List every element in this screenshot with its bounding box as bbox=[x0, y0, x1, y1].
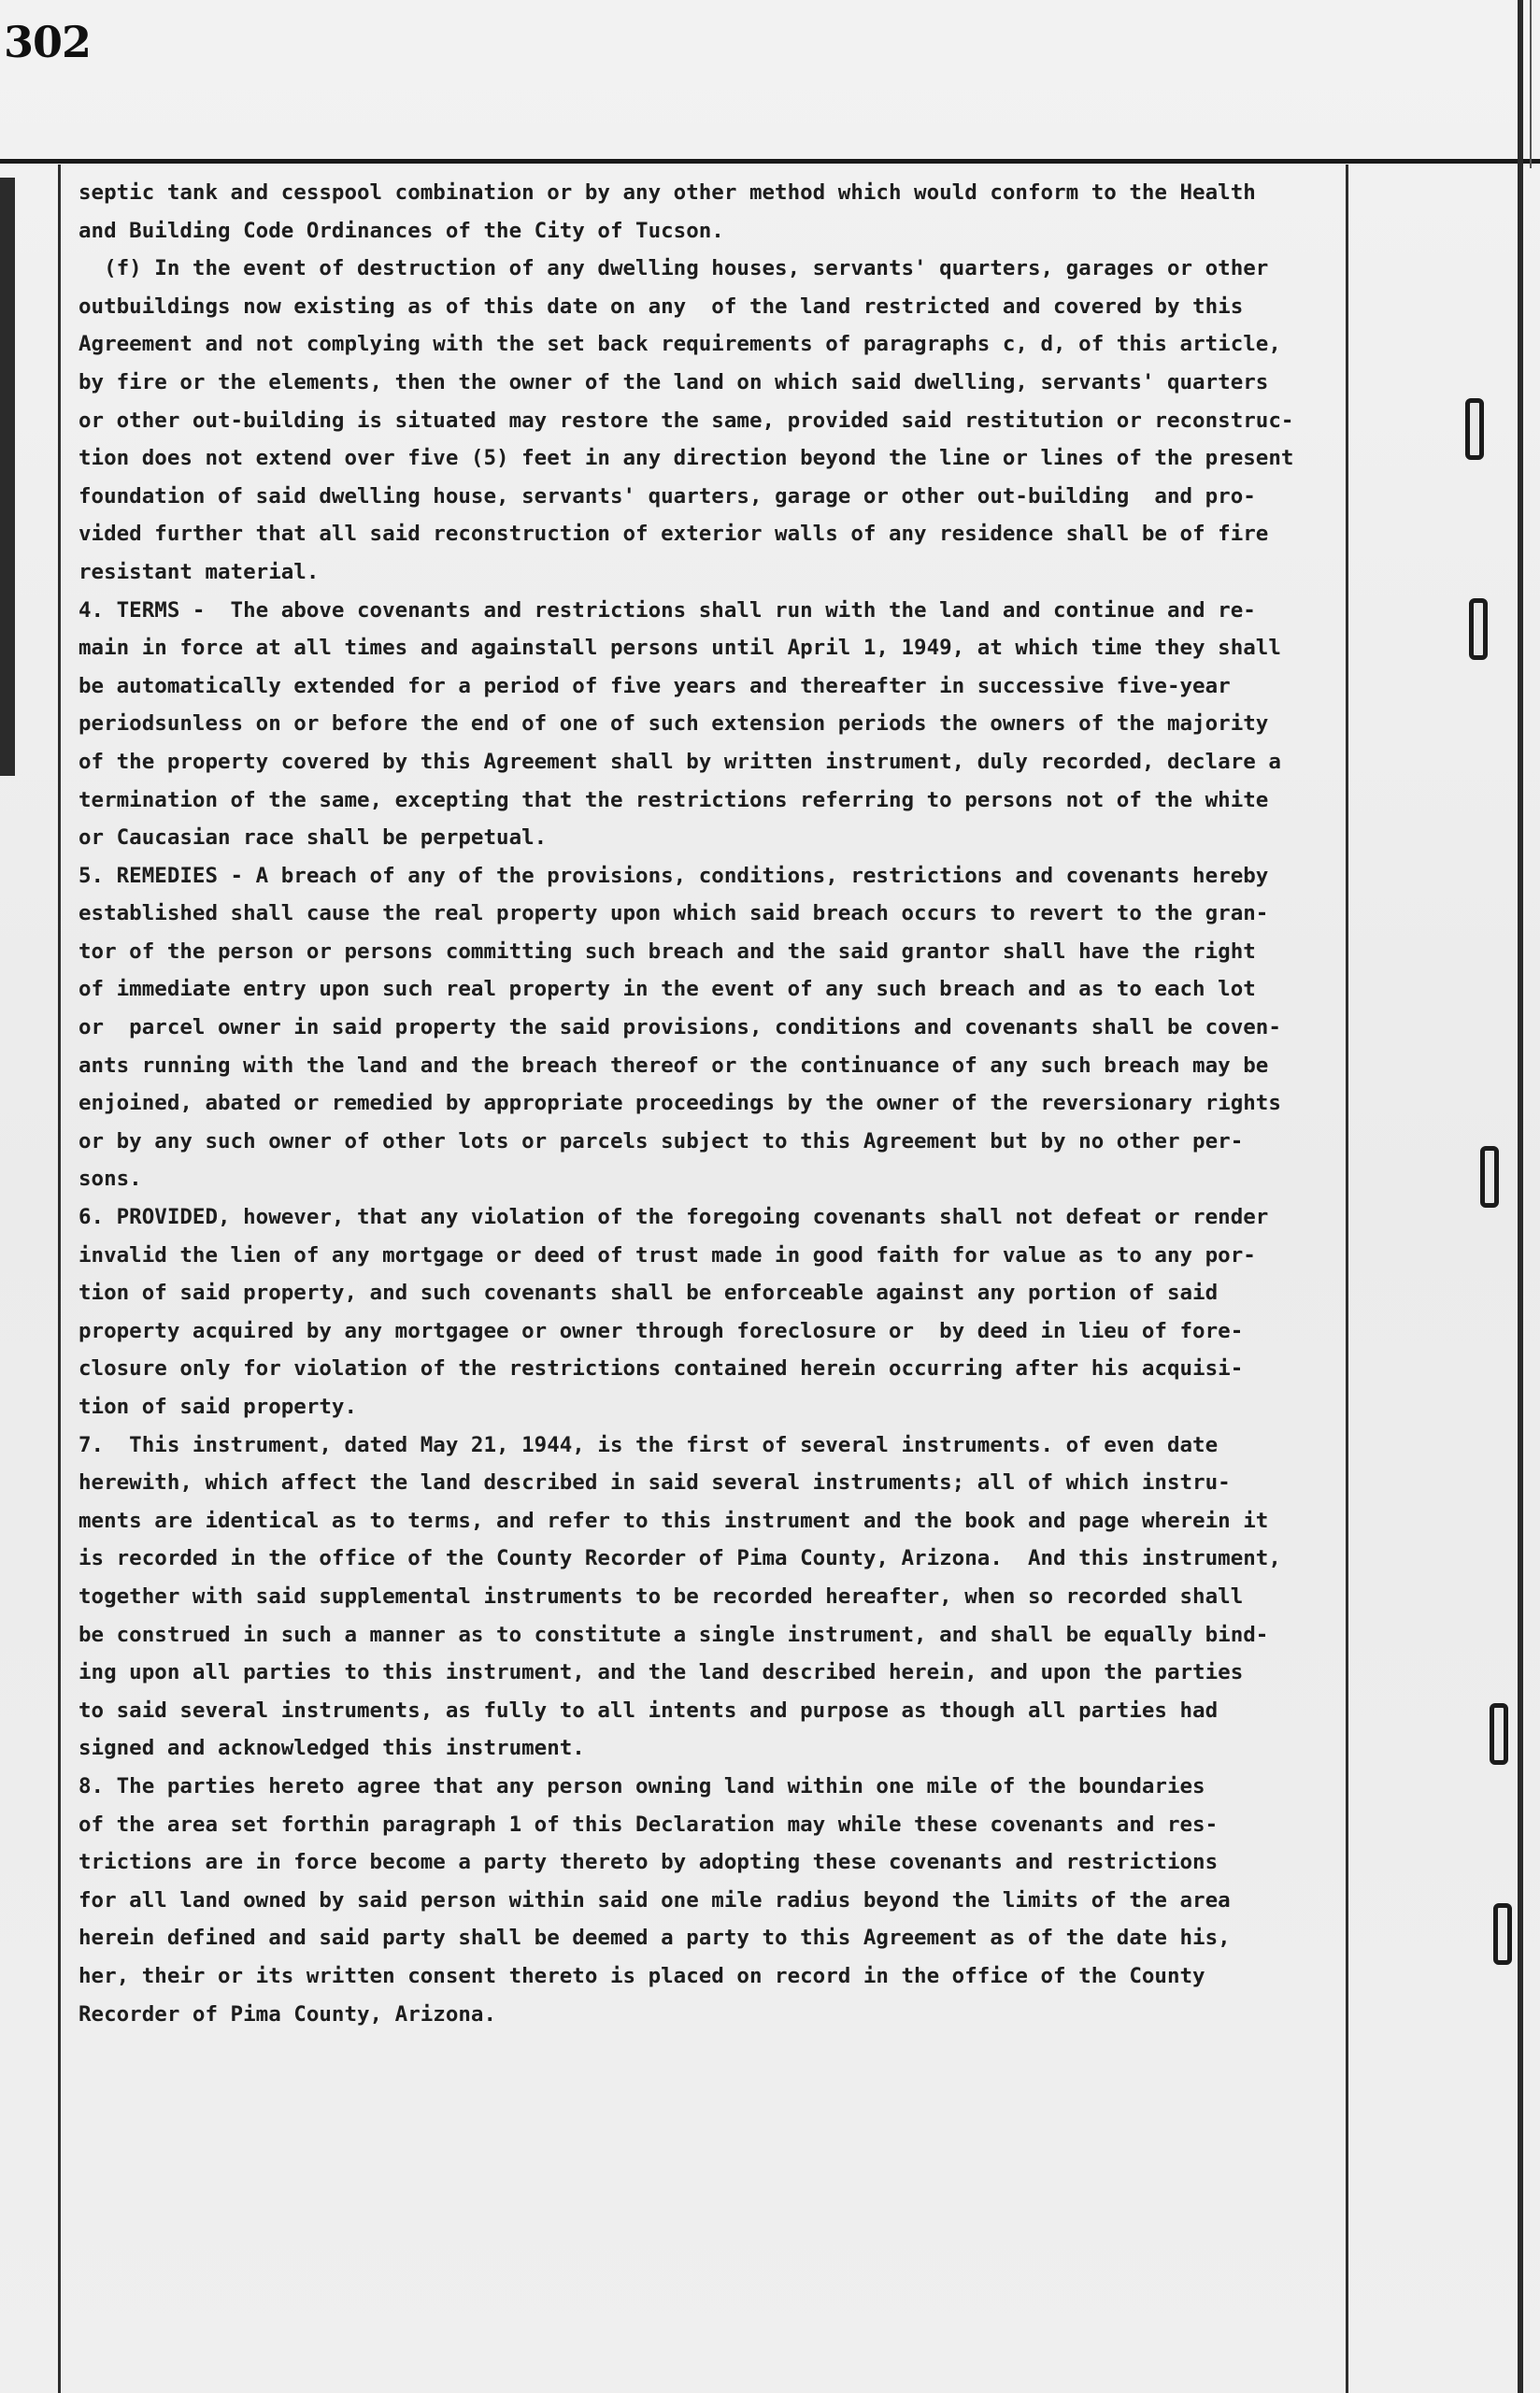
text-line: signed and acknowledged this instrument. bbox=[78, 1736, 585, 1761]
binding-hole-mark bbox=[1493, 1903, 1512, 1965]
section-heading-terms: 4. TERMS - The above covenants and restrictions shall run with the land and continue and re- bbox=[78, 597, 1256, 623]
text-line: her, their or its written consent thereto is placed on record in the office of the County bbox=[78, 1963, 1205, 1988]
text-line: invalid the lien of any mortgage or deed of trust made in good faith for value as to any por- bbox=[78, 1242, 1256, 1268]
right-page-border bbox=[1518, 0, 1523, 2393]
text-line: together with said supplemental instruments to be recorded hereafter, when so recorded shall bbox=[78, 1583, 1244, 1609]
text-line: resistant material. bbox=[78, 559, 320, 584]
text-line: main in force at all times and againstall persons until April 1, 1949, at which time they shall bbox=[78, 636, 1281, 661]
text-line: herewith, which affect the land described in said several instruments; all of which instru- bbox=[78, 1470, 1231, 1496]
document-body bbox=[78, 174, 1342, 2033]
text-line: trictions are in force become a party thereto by adopting these covenants and restrictions bbox=[78, 1850, 1219, 1875]
page-number: 302 bbox=[4, 17, 92, 67]
text-line: and Building Code Ordinances of the City of Tucson. bbox=[78, 218, 724, 243]
text-line: be construed in such a manner as to constitute a single instrument, and shall be equally bind- bbox=[78, 1622, 1269, 1647]
section-heading-7: 7. This instrument, dated May 21, 1944, is the first of several instruments. of even date bbox=[78, 1432, 1219, 1457]
text-line: ing upon all parties to this instrument, and the land described herein, and upon the parties bbox=[78, 1660, 1244, 1685]
text-line: tion of said property. bbox=[78, 1395, 358, 1419]
right-page-border-thin bbox=[1530, 0, 1532, 168]
text-line: of immediate entry upon such real property in the event of any such breach and as to each lot bbox=[78, 977, 1256, 1002]
section-heading-8: 8. The parties hereto agree that any person owning land within one mile of the boundaries bbox=[78, 1773, 1205, 1798]
text-line: enjoined, abated or remedied by appropriate proceedings by the owner of the reversionary rights bbox=[78, 1091, 1281, 1116]
text-line: tion of said property, and such covenants shall be enforceable against any portion of said bbox=[78, 1281, 1219, 1306]
text-line: property acquired by any mortgagee or owner through foreclosure or by deed in lieu of fore- bbox=[78, 1318, 1244, 1343]
text-line: termination of the same, excepting that the restrictions referring to persons not of the white bbox=[78, 787, 1269, 812]
right-margin-line bbox=[1346, 165, 1348, 2393]
text-line: foundation of said dwelling house, servants' quarters, garage or other out-building and pro- bbox=[78, 483, 1256, 509]
binding-hole-mark bbox=[1490, 1703, 1508, 1765]
text-line: tion does not extend over five (5) feet in any direction beyond the line or lines of the present bbox=[78, 446, 1294, 471]
header-rule bbox=[0, 159, 1540, 164]
binding-hole-mark bbox=[1480, 1146, 1499, 1208]
text-line: of the area set forthin paragraph 1 of this Declaration may while these covenants and res- bbox=[78, 1812, 1219, 1837]
text-line: by fire or the elements, then the owner of the land on which said dwelling, servants' quarters bbox=[78, 369, 1269, 394]
text-line: vided further that all said reconstruction of exterior walls of any residence shall be of fire bbox=[78, 522, 1269, 547]
left-binding-strip bbox=[0, 178, 15, 776]
text-line: Recorder of Pima County, Arizona. bbox=[78, 2001, 497, 2027]
text-line: sons. bbox=[78, 1167, 142, 1192]
text-line: ments are identical as to terms, and refer to this instrument and the book and page wherein it bbox=[78, 1508, 1269, 1533]
text-line: outbuildings now existing as of this date on any of the land restricted and covered by this bbox=[78, 294, 1244, 319]
text-line: for all land owned by said person within said one mile radius beyond the limits of the area bbox=[78, 1887, 1231, 1913]
left-margin-line bbox=[58, 165, 61, 2393]
text-line: periodsunless on or before the end of one of such extension periods the owners of the majority bbox=[78, 711, 1269, 737]
text-line: is recorded in the office of the County Recorder of Pima County, Arizona. And this instrument, bbox=[78, 1546, 1281, 1571]
text-line: or Caucasian race shall be perpetual. bbox=[78, 825, 548, 851]
section-heading-remedies: 5. REMEDIES - A breach of any of the provisions, conditions, restrictions and covenants hereby bbox=[78, 863, 1269, 888]
text-line: be automatically extended for a period of five years and thereafter in successive five-year bbox=[78, 673, 1231, 698]
binding-hole-mark bbox=[1469, 598, 1488, 660]
text-line: established shall cause the real property upon which said breach occurs to revert to the gran- bbox=[78, 901, 1269, 926]
text-line: (f) In the event of destruction of any dwelling houses, servants' quarters, garages or other bbox=[78, 256, 1269, 281]
text-line: tor of the person or persons committing such breach and the said grantor shall have the right bbox=[78, 939, 1256, 964]
binding-hole-mark bbox=[1465, 398, 1484, 460]
text-line: Agreement and not complying with the set back requirements of paragraphs c, d, of this article, bbox=[78, 332, 1281, 357]
section-heading-provided: 6. PROVIDED, however, that any violation of the foregoing covenants shall not defeat or render bbox=[78, 1205, 1269, 1230]
text-line: or parcel owner in said property the said provisions, conditions and covenants shall be coven- bbox=[78, 1015, 1281, 1040]
text-line: septic tank and cesspool combination or by any other method which would conform to the Health bbox=[78, 180, 1256, 205]
text-line: of the property covered by this Agreement shall by written instrument, duly recorded, declare a bbox=[78, 749, 1281, 774]
text-line: ants running with the land and the breach thereof or the continuance of any such breach may be bbox=[78, 1053, 1269, 1078]
text-line: herein defined and said party shall be deemed a party to this Agreement as of the date his, bbox=[78, 1926, 1231, 1951]
text-line: or other out-building is situated may restore the same, provided said restitution or reconstruc- bbox=[78, 408, 1294, 433]
text-line: to said several instruments, as fully to all intents and purpose as though all parties had bbox=[78, 1698, 1219, 1723]
text-line: closure only for violation of the restrictions contained herein occurring after his acquisi- bbox=[78, 1356, 1244, 1382]
text-line: or by any such owner of other lots or parcels subject to this Agreement but by no other per- bbox=[78, 1128, 1244, 1154]
